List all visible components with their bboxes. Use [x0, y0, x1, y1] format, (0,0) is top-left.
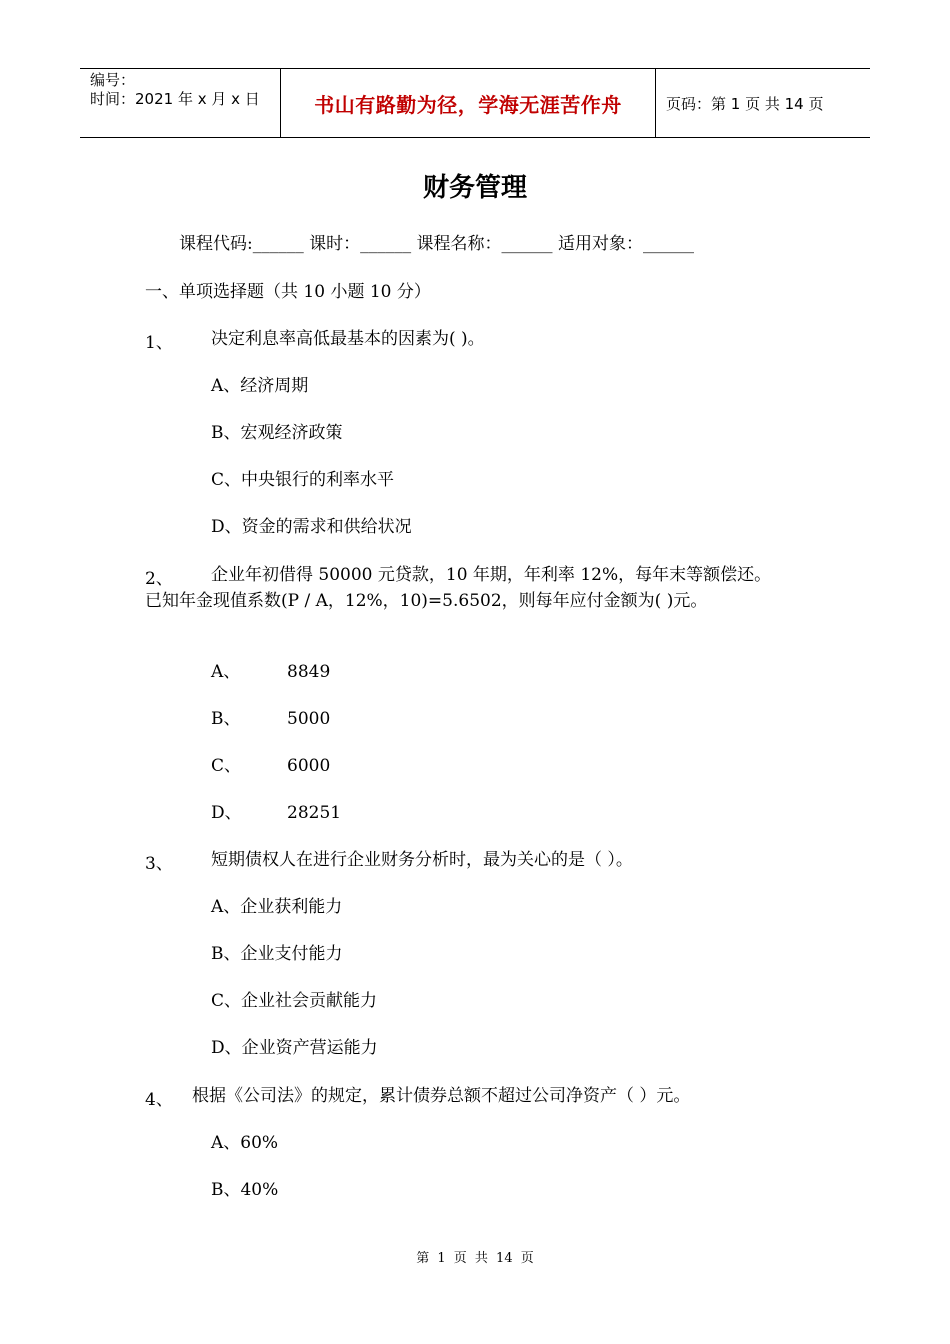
question-text-continued: 已知年金现值系数(P / A，12%，10)=5.6502，则每年应付金额为( )元。 — [145, 591, 708, 611]
option-letter: B、 — [211, 709, 241, 729]
option-letter: C、 — [211, 756, 242, 776]
option-letter: A、 — [211, 662, 241, 682]
option: D、企业资产营运能力 — [211, 1038, 378, 1058]
header-left-cell — [80, 69, 281, 137]
course-info: 课程代码:______ 课时：______ 课程名称：______ 适用对象：______ — [179, 234, 694, 254]
page-title: 财务管理 — [422, 173, 527, 203]
option: D、资金的需求和供给状况 — [211, 517, 412, 537]
question-number: 4、 — [145, 1090, 173, 1110]
question-number: 2、 — [145, 569, 173, 589]
question-text: 决定利息率高低最基本的因素为( )。 — [211, 329, 485, 349]
header-table — [80, 68, 870, 138]
option: A、60% — [211, 1133, 279, 1153]
number-label: 编号： — [90, 71, 136, 89]
option-value: 5000 — [287, 709, 331, 729]
question-number: 3、 — [145, 854, 173, 874]
question-text: 根据《公司法》的规定，累计债券总额不超过公司净资产（ ）元。 — [192, 1086, 691, 1106]
option-letter: D、 — [211, 803, 242, 823]
option-value: 28251 — [287, 803, 342, 823]
page-info: 页码：第 1 页 共 14 页 — [666, 94, 824, 113]
option: B、40% — [211, 1180, 279, 1200]
option: B、宏观经济政策 — [211, 423, 343, 443]
option-value: 6000 — [287, 756, 331, 776]
option: A、经济周期 — [211, 376, 309, 396]
question-text: 短期债权人在进行企业财务分析时，最为关心的是（ ）。 — [211, 850, 633, 870]
option: A、企业获利能力 — [211, 897, 343, 917]
date-label: 时间：2021 年 x 月 x 日 — [90, 90, 260, 108]
option: C、企业社会贡献能力 — [211, 991, 378, 1011]
section-heading: 一、单项选择题（共 10 小题 10 分） — [145, 282, 431, 302]
option: B、企业支付能力 — [211, 944, 343, 964]
question-number: 1、 — [145, 333, 173, 353]
option-value: 8849 — [287, 662, 331, 682]
page-footer: 第 1 页 共 14 页 — [416, 1251, 534, 1266]
motto: 书山有路勤为径，学海无涯苦作舟 — [281, 69, 656, 137]
question-text: 企业年初借得 50000 元贷款，10 年期，年利率 12%，每年末等额偿还。 — [211, 565, 772, 585]
option: C、中央银行的利率水平 — [211, 470, 395, 490]
